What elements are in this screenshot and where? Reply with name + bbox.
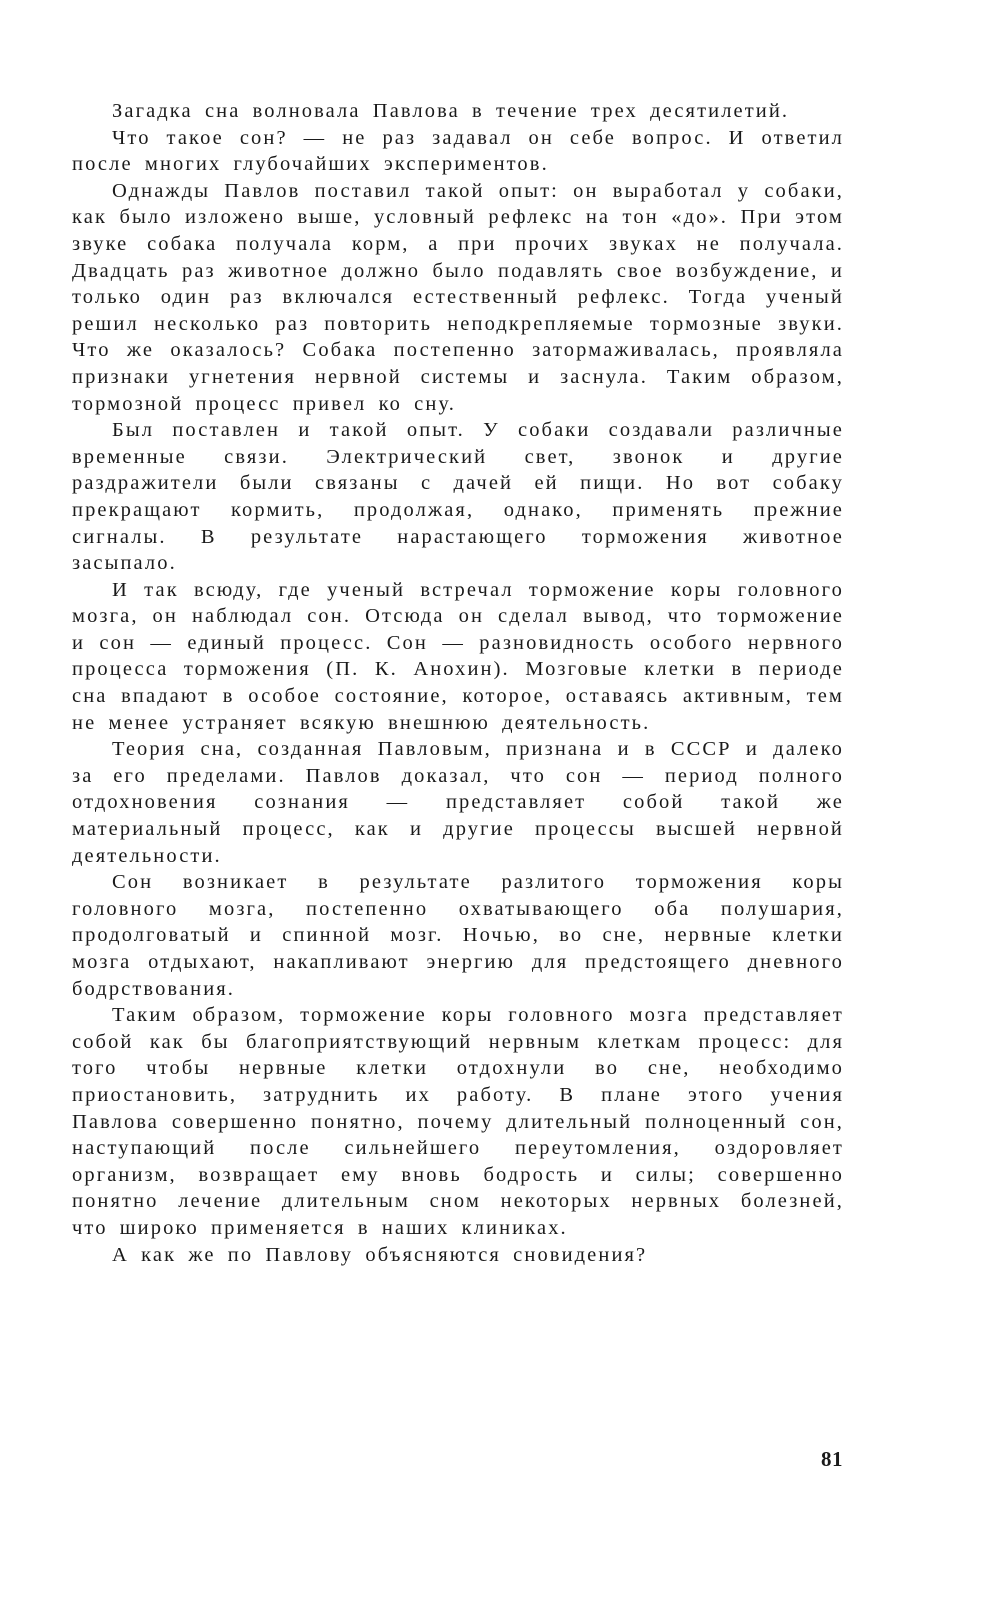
paragraph: Теория сна, созданная Павловым, признана и в СССР и далеко за его пределами. Павлов доказал, что сон — период полного отдохновения сознания — представляет собой такой же материальный процесс, как и другие процессы высшей нервной деятельности. [72, 738, 844, 867]
paragraph: Таким образом, торможение коры головного мозга представляет собой как бы благоприятствующий нервным клеткам процесс: для того чтобы нервные клетки отдохнули во сне, необходимо приостановить, затруднить их работу. В плане этого учения Павлова совершенно понятно, почему длительный полноценный сон, наступающий после сильнейшего переутомления, оздоровляет организм, возвращает ему вновь бодрость и силы; совершенно понятно лечение длительным сном некоторых нервных болезней, что широко применяется в наших клиниках. [72, 1004, 844, 1239]
body-text [72, 98, 844, 1268]
paragraph: А как же по Павлову объясняются сновидения? [112, 1243, 648, 1266]
paragraph: И так всюду, где ученый встречал торможение коры головного мозга, он наблюдал сон. Отсюда он сделал вывод, что торможение и сон — единый процесс. Сон — разновидность особого нервного процесса торможения (П. К. Анохин). Мозговые клетки в периоде сна впадают в особое состояние, которое, оставаясь активным, тем не менее устраняет всякую внешнюю деятельность. [72, 578, 844, 734]
page-number: 81 [821, 1447, 843, 1471]
paragraph: Однажды Павлов поставил такой опыт: он выработал у собаки, как было изложено выше, условный рефлекс на тон «до». При этом звуке собака получала корм, а при прочих звуках не получала. Двадцать раз животное должно было подавлять свое возбуждение, и только один раз включался естественный рефлекс. Тогда ученый решил несколько раз повторить неподкрепляемые тормозные звуки. Что же оказалось? Собака постепенно затормаживалась, проявляла признаки угнетения нервной системы и заснула. Таким образом, тормозной процесс привел ко сну. [72, 179, 844, 415]
paragraph: Загадка сна волновала Павлова в течение трех десятилетий. [112, 100, 790, 122]
paragraph: Что такое сон? — не раз задавал он себе вопрос. И ответил после многих глубочайших экспериментов. [72, 126, 844, 176]
paragraph: Был поставлен и такой опыт. У собаки создавали различные временные связи. Электрический свет, звонок и другие раздражители были связаны с дачей ей пищи. Но вот собаку прекращают кормить, продолжая, однако, применять прежние сигналы. В результате нарастающего торможения животное засыпало. [72, 419, 844, 575]
paragraph: Сон возникает в результате разлитого торможения коры головного мозга, постепенно охватывающего оба полушария, продолговатый и спинной мозг. Ночью, во сне, нервные клетки мозга отдыхают, накапливают энергию для предстоящего дневного бодрствования. [72, 871, 844, 1000]
